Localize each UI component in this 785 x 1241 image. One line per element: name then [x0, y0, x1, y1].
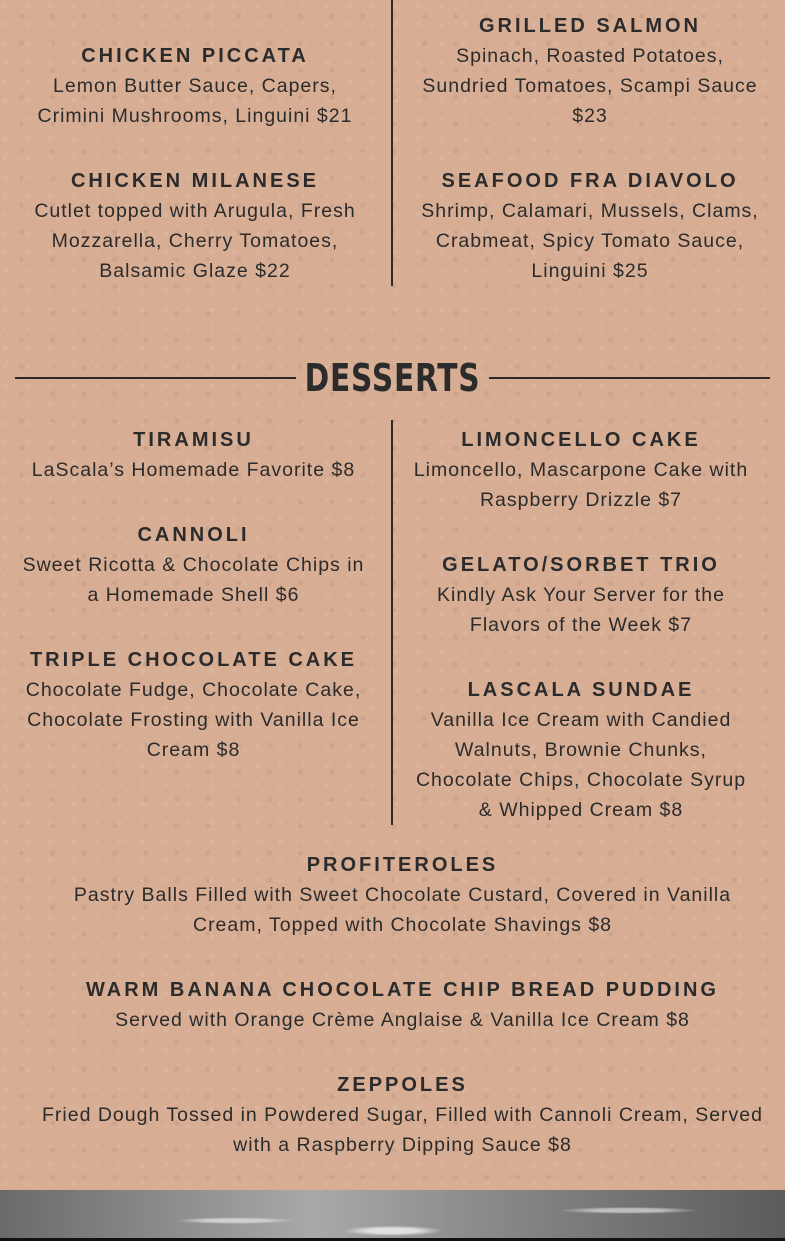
item-description-line: Shrimp, Calamari, Mussels, Clams,	[421, 200, 759, 222]
item-description-line: a Homemade Shell $6	[87, 584, 300, 606]
item-description-line: Kindly Ask Your Server for the	[437, 584, 725, 606]
item-description-line: Pastry Balls Filled with Sweet Chocolate Custard, Covered in Vanilla	[73, 884, 732, 906]
menu-item-limoncello-cake	[395, 425, 767, 515]
item-description-line: Linguini $25	[531, 260, 649, 282]
menu-item-gelato-sorbet-trio	[395, 550, 767, 640]
item-name: TIRAMISU	[133, 429, 254, 451]
item-name: SEAFOOD FRA DIAVOLO	[441, 170, 739, 192]
menu-item-bread-pudding	[20, 975, 785, 1035]
item-description-line: Limoncello, Mascarpone Cake with	[413, 459, 749, 481]
menu-item-triple-chocolate-cake	[0, 645, 387, 765]
item-description-line: Chocolate Chips, Chocolate Syrup	[415, 769, 747, 791]
item-description-line: & Whipped Cream $8	[478, 799, 684, 821]
item-description-line: with a Raspberry Dipping Sauce $8	[233, 1134, 572, 1156]
item-name: CANNOLI	[137, 524, 250, 546]
item-description-line: Sundried Tomatoes, Scampi Sauce	[422, 75, 758, 97]
item-description-line: Vanilla Ice Cream with Candied	[430, 709, 732, 731]
item-name: LASCALA SUNDAE	[467, 679, 695, 701]
item-name: CHICKEN MILANESE	[70, 170, 319, 192]
desserts-heading-row	[0, 350, 785, 406]
section-title-desserts: DESSERTS	[304, 356, 481, 400]
item-name: WARM BANANA CHOCOLATE CHIP BREAD PUDDING	[86, 979, 719, 1001]
item-description-line: Served with Orange Crème Anglaise & Vanilla Ice Cream $8	[115, 1009, 690, 1031]
item-description-line: Mozzarella, Cherry Tomatoes,	[51, 230, 339, 252]
item-description-line: Flavors of the Week $7	[469, 614, 693, 636]
menu-item-seafood-fra-diavolo	[395, 166, 785, 286]
item-description-line: Raspberry Drizzle $7	[479, 489, 683, 511]
menu-item-chicken-piccata	[0, 41, 390, 131]
item-description-line: $23	[572, 105, 608, 127]
item-description-line: Cream $8	[146, 739, 241, 761]
menu-item-zeppoles	[20, 1070, 785, 1160]
item-description-line: Chocolate Frosting with Vanilla Ice	[27, 709, 360, 731]
item-description-line: Crabmeat, Spicy Tomato Sauce,	[435, 230, 745, 252]
item-description-line: LaScala’s Homemade Favorite $8	[31, 459, 356, 481]
item-description-line: Cream, Topped with Chocolate Shavings $8	[192, 914, 613, 936]
item-name: TRIPLE CHOCOLATE CAKE	[29, 649, 358, 671]
decorative-photo-strip	[0, 1190, 785, 1241]
item-description-line: Spinach, Roasted Potatoes,	[456, 45, 724, 67]
item-name: PROFITEROLES	[306, 854, 499, 876]
item-name: CHICKEN PICCATA	[81, 45, 309, 67]
item-description-line: Fried Dough Tossed in Powdered Sugar, Filled with Cannoli Cream, Served	[42, 1104, 763, 1126]
item-description-line: Cutlet topped with Arugula, Fresh	[34, 200, 356, 222]
item-name: GELATO/SORBET TRIO	[442, 554, 720, 576]
menu-item-chicken-milanese	[0, 166, 390, 286]
menu-item-profiteroles	[20, 850, 785, 940]
item-description-line: Lemon Butter Sauce, Capers,	[53, 75, 337, 97]
item-description-line: Sweet Ricotta & Chocolate Chips in	[22, 554, 365, 576]
item-name: GRILLED SALMON	[479, 15, 701, 37]
menu-item-lascala-sundae	[395, 675, 767, 825]
item-description-line: Chocolate Fudge, Chocolate Cake,	[25, 679, 362, 701]
column-divider	[391, 420, 393, 825]
item-name: ZEPPOLES	[337, 1074, 468, 1096]
item-name: LIMONCELLO CAKE	[461, 429, 701, 451]
menu-item-tiramisu	[0, 425, 387, 485]
menu-item-cannoli	[0, 520, 387, 610]
menu-item-grilled-salmon	[395, 11, 785, 131]
item-description-line: Balsamic Glaze $22	[99, 260, 291, 282]
item-description-line: Walnuts, Brownie Chunks,	[455, 739, 707, 761]
item-description-line: Crimini Mushrooms, Linguini $21	[37, 105, 353, 127]
column-divider	[391, 0, 393, 286]
